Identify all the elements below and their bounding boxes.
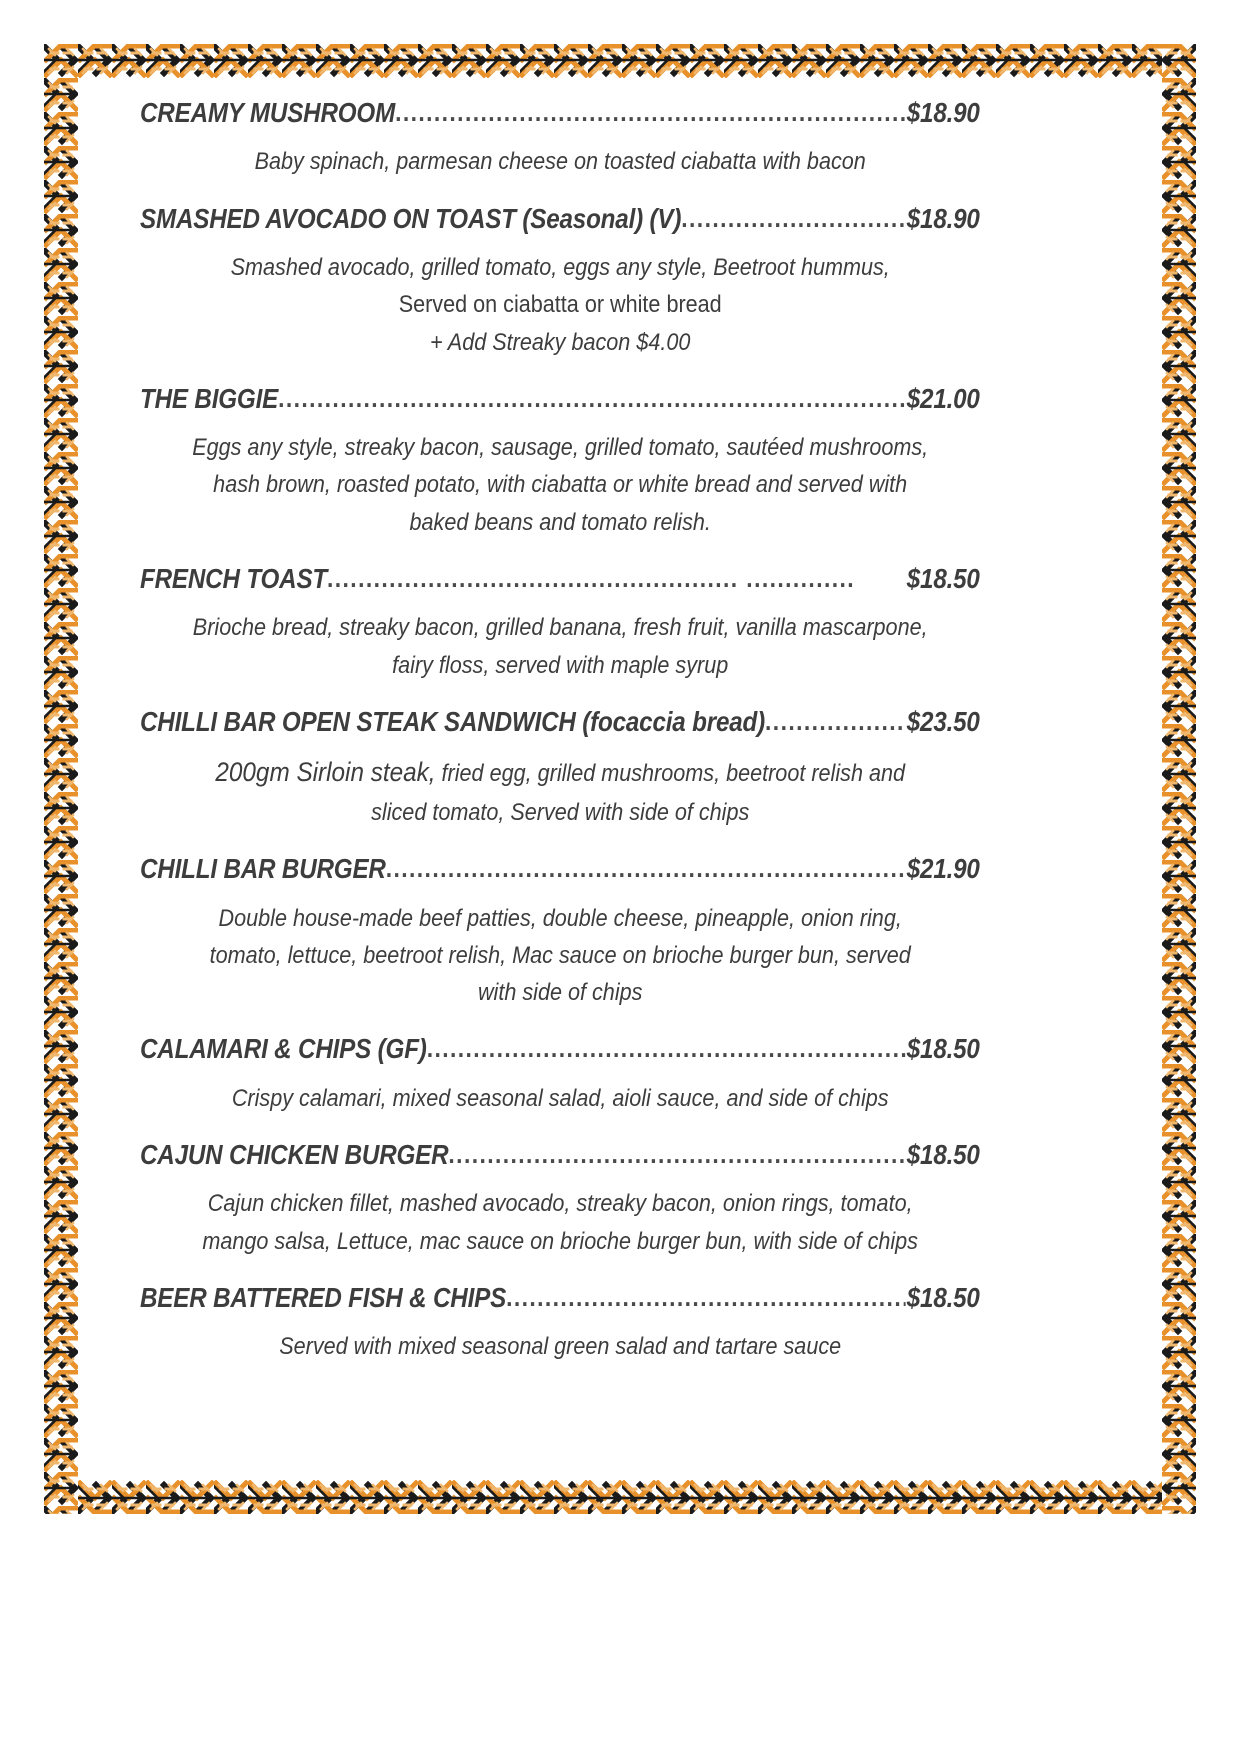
dot-leader	[427, 1032, 906, 1065]
celtic-knot-border-bottom	[44, 1480, 1196, 1514]
menu-item-description-line: with side of chips	[477, 979, 643, 1007]
menu-item-header	[140, 96, 980, 130]
menu-item-header	[140, 1281, 980, 1315]
menu-item-price: $18.50	[906, 1139, 980, 1171]
menu-item-price: $21.00	[906, 382, 980, 414]
menu-item-price: $18.50	[906, 1281, 980, 1313]
description-emphasis: 200gm Sirloin steak,	[215, 757, 436, 788]
menu-item-header	[140, 202, 980, 236]
menu-item-description-line: Baby spinach, parmesan cheese on toasted ciabatta with bacon	[254, 148, 866, 176]
menu-item-description-line: Cajun chicken fillet, mashed avocado, streaky bacon, onion rings, tomato,	[207, 1190, 913, 1218]
menu-item	[140, 1138, 980, 1259]
menu-item	[140, 562, 980, 683]
menu-item-name: CHILLI BAR OPEN STEAK SANDWICH (focaccia bread)	[140, 705, 766, 737]
menu-item-description-line: mango salsa, Lettuce, mac sauce on brioche burger bun, with side of chips	[202, 1227, 918, 1255]
menu-item-header	[140, 1138, 980, 1172]
menu-item-header	[140, 852, 980, 886]
menu-item-price: $18.50	[906, 1033, 980, 1065]
menu-item-header	[140, 382, 980, 416]
menu-item-description-line: fairy floss, served with maple syrup	[391, 651, 729, 679]
menu-item-price: $21.90	[906, 853, 980, 885]
menu-item	[140, 1032, 980, 1116]
menu-item-description-line: tomato, lettuce, beetroot relish, Mac sauce on brioche burger bun, served	[209, 941, 911, 969]
menu-item-list	[140, 96, 980, 1387]
menu-item-description-line: 200gm Sirloin steak, fried egg, grilled mushrooms, beetroot relish and	[215, 757, 905, 788]
menu-item-description-line: Served with mixed seasonal green salad and tartare sauce	[279, 1333, 841, 1361]
menu-item	[140, 705, 980, 830]
menu-item	[140, 852, 980, 1010]
menu-item-description-line: Double house-made beef patties, double cheese, pineapple, onion ring,	[218, 904, 902, 932]
menu-item-name: CHILLI BAR BURGER	[140, 853, 386, 885]
menu-item-price: $18.50	[906, 562, 980, 594]
celtic-knot-border-left	[44, 44, 78, 1514]
menu-item	[140, 1281, 980, 1365]
dot-leader	[506, 1281, 906, 1314]
menu-item-name: BEER BATTERED FISH & CHIPS	[140, 1281, 507, 1313]
dot-leader	[386, 852, 906, 885]
dot-leader	[765, 705, 906, 738]
menu-item-header	[140, 705, 980, 739]
menu-item-name: CAJUN CHICKEN BURGER	[140, 1139, 449, 1171]
menu-item-name: FRENCH TOAST	[140, 562, 328, 594]
menu-item-name: CALAMARI & CHIPS (GF)	[140, 1033, 427, 1065]
menu-item	[140, 202, 980, 360]
menu-item-description-line: Served on ciabatta or white bread	[398, 291, 722, 319]
dot-leader	[681, 202, 906, 235]
menu-item-description-line: hash brown, roasted potato, with ciabatta or white bread and served with	[212, 471, 908, 499]
menu-item-name: CREAMY MUSHROOM	[140, 97, 396, 128]
celtic-knot-border-right	[1162, 44, 1196, 1514]
menu-item-price: $18.90	[906, 97, 980, 128]
menu-item-description-line: + Add Streaky bacon $4.00	[429, 328, 691, 356]
dot-leader	[395, 96, 906, 129]
menu-item-name: THE BIGGIE	[140, 382, 279, 414]
menu-item-description-line: sliced tomato, Served with side of chips	[370, 798, 750, 826]
menu-item-price: $18.90	[906, 202, 980, 234]
menu-item-header	[140, 1032, 980, 1066]
menu-item-price: $23.50	[906, 705, 980, 737]
dot-leader	[278, 382, 906, 415]
menu-item	[140, 382, 980, 540]
menu-item-description-line: Smashed avocado, grilled tomato, eggs any style, Beetroot hummus,	[230, 254, 890, 282]
dot-leader	[448, 1138, 905, 1171]
menu-item-description-line: Eggs any style, streaky bacon, sausage, grilled tomato, sautéed mushrooms,	[192, 434, 929, 462]
menu-item-name: SMASHED AVOCADO ON TOAST (Seasonal) (V)	[140, 202, 682, 234]
menu-item-description-line: Crispy calamari, mixed seasonal salad, aioli sauce, and side of chips	[231, 1084, 889, 1112]
menu-item-description-line: Brioche bread, streaky bacon, grilled banana, fresh fruit, vanilla mascarpone,	[192, 614, 928, 642]
celtic-knot-border-top	[44, 44, 1196, 78]
menu-item-header	[140, 562, 980, 596]
dot-leader	[327, 562, 906, 595]
menu-item-description-line: baked beans and tomato relish.	[409, 508, 711, 536]
menu-item	[140, 96, 980, 180]
